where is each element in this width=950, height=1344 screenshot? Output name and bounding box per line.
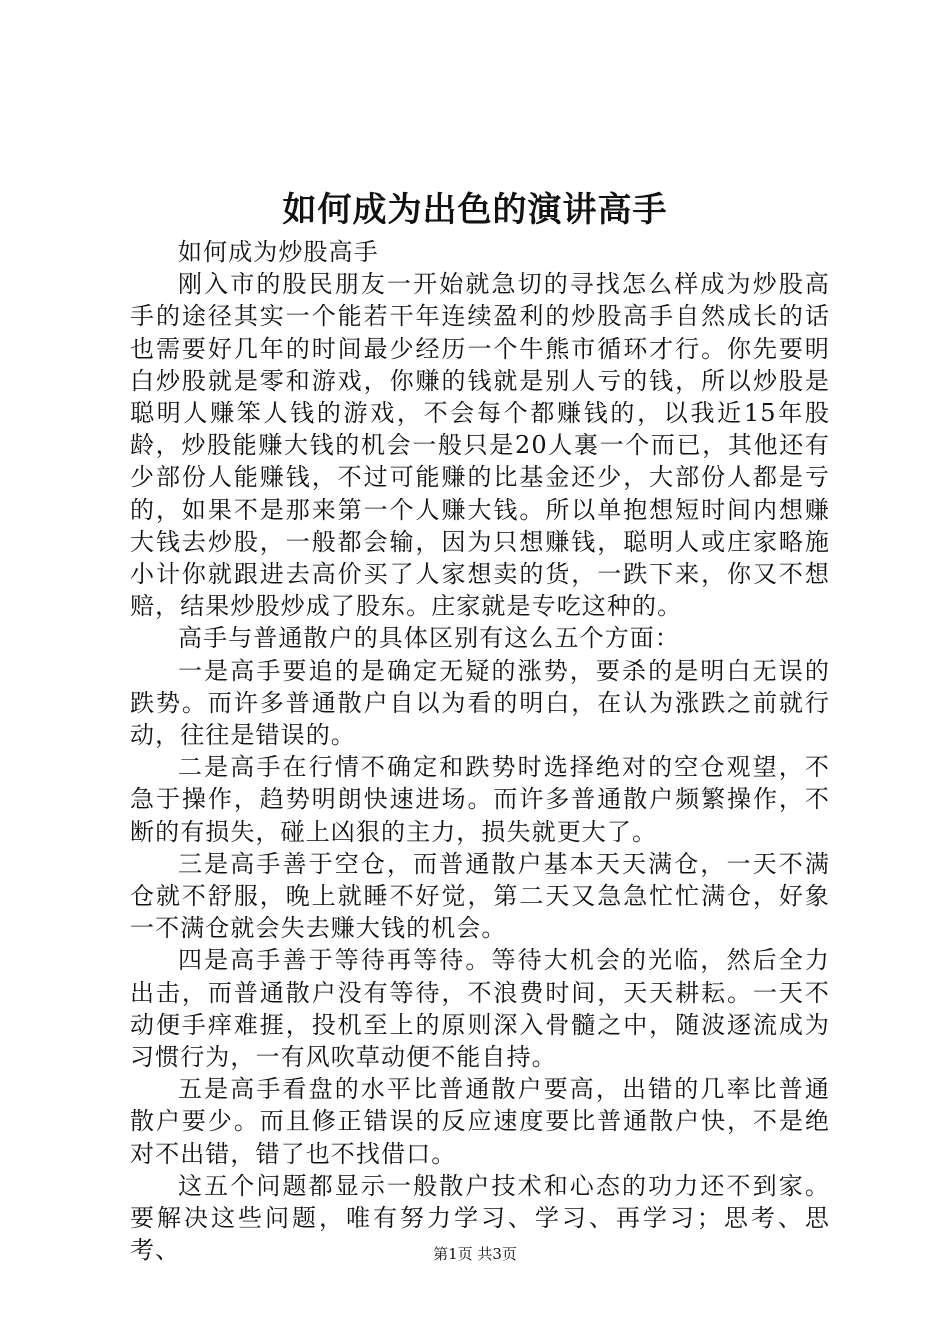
- page-number-footer: 第1页 共3页: [433, 1245, 517, 1263]
- paragraph: 刚入市的股民朋友一开始就急切的寻找怎么样成为炒股高手的途径其实一个能若干年连续盈利的炒股高手自然成长的话也需要好几年的时间最少经历一个牛熊市循环才行。你先要明白炒股就是零和游戏，你赚的钱就是别人亏的钱，所以炒股是聪明人赚笨人钱的游戏，不会每个都赚钱的，以我近15年股龄，炒股能赚大钱的机会一般只是20人裏一个而已，其他还有少部份人能赚钱，不过可能赚的比基金还少，大部份人都是亏的，如果不是那来第一个人赚大钱。所以单抱想短时间内想赚大钱去炒股，一般都会输，因为只想赚钱，聪明人或庄家略施小计你就跟进去高价买了人家想卖的货，一跌下来，你又不想赔，结果炒股炒成了股东。庄家就是专吃这种的。: [130, 270, 830, 621]
- paragraph: 一是高手要追的是确定无疑的涨势，要杀的是明白无误的跌势。而许多普通散户自以为看的明白，在认为涨跌之前就行动，往往是错误的。: [130, 656, 830, 750]
- document-title: 如何成为出色的演讲高手: [282, 190, 668, 230]
- paragraph: 三是高手善于空仓，而普通散户基本天天满仓，一天不满仓就不舒服，晚上就睡不好觉，第二天又急急忙忙满仓，好象一不满仓就会失去赚大钱的机会。: [130, 849, 830, 943]
- paragraph: 二是高手在行情不确定和跌势时选择绝对的空仓观望，不急于操作，趋势明朗快速进场。而许多普通散户频繁操作，不断的有损失，碰上凶狠的主力，损失就更大了。: [130, 753, 830, 846]
- paragraph: 如何成为炒股高手: [178, 238, 379, 266]
- paragraph: 这五个问题都显示一般散户技术和心态的功力还不到家。要解决这些问题，唯有努力学习、学习、再学习；思考、思考、: [130, 1171, 830, 1265]
- paragraph: 四是高手善于等待再等待。等待大机会的光临，然后全力出击，而普通散户没有等待，不浪费时间，天天耕耘。一天不动便手痒难捱，投机至上的原则深入骨髓之中，随波逐流成为习惯行为，一有风吹草动便不能自持。: [130, 946, 830, 1072]
- paragraph: 五是高手看盘的水平比普通散户要高，出错的几率比普通散户要少。而且修正错误的反应速度要比普通散户快，不是绝对不出错，错了也不找借口。: [130, 1075, 830, 1168]
- paragraph: 高手与普通散户的具体区别有这么五个方面：: [178, 624, 680, 653]
- document-body: [130, 236, 830, 1267]
